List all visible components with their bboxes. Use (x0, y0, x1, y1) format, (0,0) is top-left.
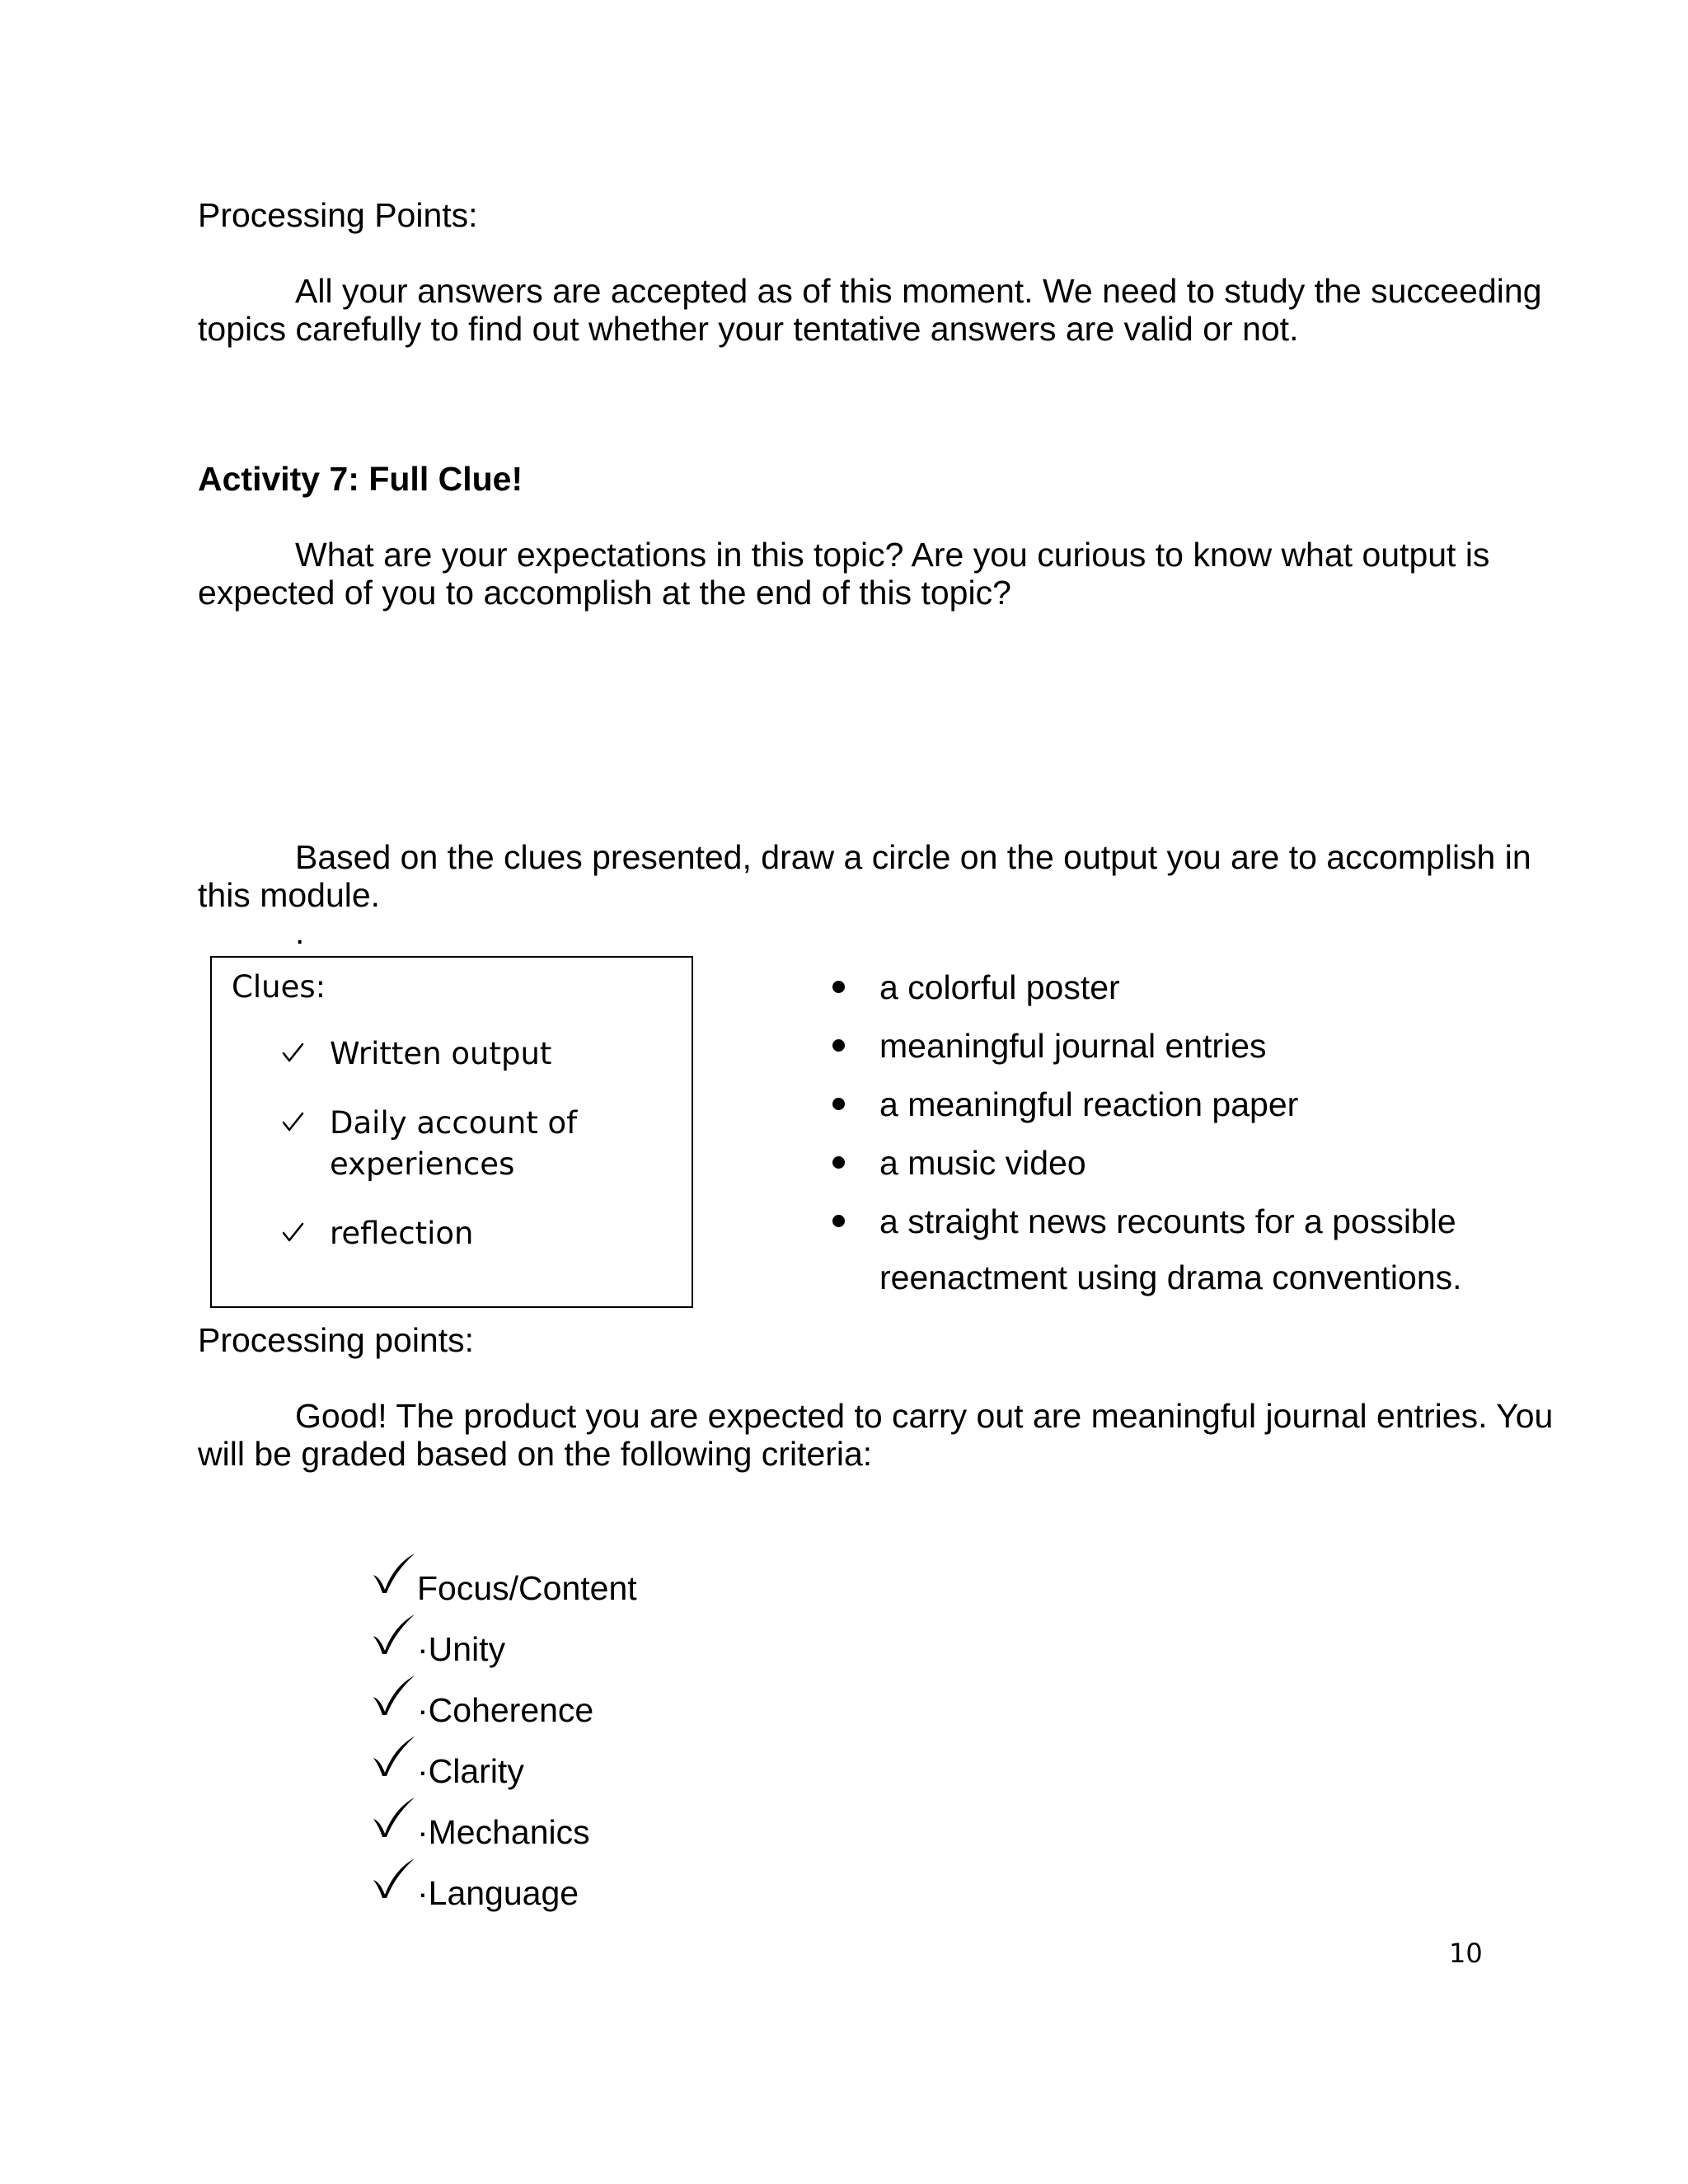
option-item-continuation: reenactment using drama conventions. (879, 1258, 1462, 1296)
criteria-item: ·Coherence (417, 1691, 594, 1729)
bullet-icon (832, 1039, 845, 1052)
check-icon (280, 1041, 305, 1066)
clue-item-continuation: experiences (330, 1146, 515, 1182)
option-item: meaningful journal entries (879, 1027, 1267, 1065)
criteria-item: ·Mechanics (417, 1813, 590, 1851)
checkmark-icon (371, 1857, 417, 1900)
processing-points-heading-2: Processing points: (198, 1321, 475, 1359)
checkmark-icon (371, 1674, 417, 1717)
bullet-icon (832, 1098, 845, 1110)
checkmark-icon (371, 1735, 417, 1778)
clue-item: reflection (330, 1216, 474, 1251)
checkmark-icon (371, 1552, 417, 1595)
clue-item: Daily account of (330, 1105, 578, 1141)
criteria-item: Focus/Content (417, 1569, 637, 1607)
criteria-item: ·Language (417, 1874, 579, 1912)
processing-points-paragraph: All your answers are accepted as of this moment. We need to study the succeeding topics carefully to find out whether your tentative answers are valid or not. (198, 272, 1542, 348)
option-item: a music video (879, 1144, 1086, 1182)
checkmark-icon (371, 1613, 417, 1656)
bullet-icon (832, 1156, 845, 1169)
activity-title: Activity 7: Full Clue! (198, 460, 523, 498)
criteria-item: ·Clarity (417, 1752, 524, 1790)
option-item: a colorful poster (879, 968, 1120, 1006)
clues-label: Clues: (232, 969, 326, 1005)
processing-points-heading: Processing Points: (198, 196, 478, 234)
activity-paragraph: What are your expectations in this topic? Are you curious to know what output is expected of you to accomplish at the end of this topic? (198, 536, 1490, 612)
checkmark-icon (371, 1796, 417, 1839)
option-item: a straight news recounts for a possible (879, 1202, 1456, 1240)
option-item: a meaningful reaction paper (879, 1085, 1299, 1123)
check-icon (280, 1110, 305, 1135)
bullet-icon (832, 981, 845, 993)
criteria-item: ·Unity (417, 1630, 506, 1668)
page-number: 10 (1449, 1938, 1483, 1969)
clue-item: Written output (330, 1036, 552, 1071)
processing-points-paragraph-2: Good! The product you are expected to carry out are meaningful journal entries. You will be graded based on the following criteria: (198, 1397, 1554, 1473)
instruction-paragraph: Based on the clues presented, draw a circle on the output you are to accomplish in this module. (198, 838, 1531, 914)
stray-dot: . (295, 913, 305, 951)
bullet-icon (832, 1215, 845, 1227)
check-icon (280, 1221, 305, 1245)
